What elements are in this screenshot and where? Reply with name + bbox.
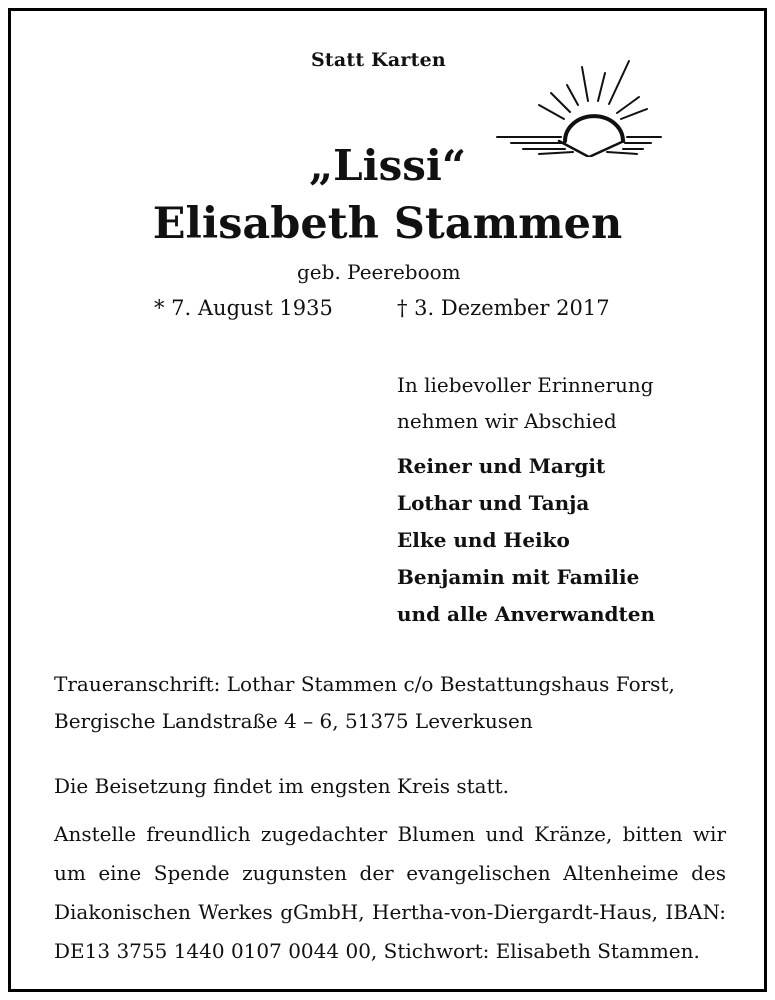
- death-date: † 3. Dezember 2017: [397, 296, 610, 320]
- obituary-notice: [8, 8, 767, 992]
- birth-date: * 7. August 1935: [154, 296, 333, 320]
- mourning-address: Traueranschrift: Lothar Stammen c/o Bestattungshaus Forst, Bergische Landstraße 4 – 6, 51375 Leverkusen: [54, 672, 675, 733]
- mourner-entry: Elke und Heiko: [397, 528, 570, 552]
- funeral-note: Die Beisetzung findet im engsten Kreis statt.: [54, 774, 510, 798]
- mourners-list: [397, 448, 655, 633]
- mourner-entry: Lothar und Tanja: [397, 491, 590, 515]
- donation-note: Anstelle freundlich zugedachter Blumen und Kränze, bitten wir um eine Spende zugunsten der evangelischen Altenheime des Diakonischen Werkes gGmbH, Hertha-von-Diergardt-Haus, IBAN: DE13 3755 1440 0107 0044 00, Stichwort: Elisabeth Stammen.: [54, 822, 726, 963]
- mourner-entry: und alle Anverwandten: [397, 602, 656, 626]
- mourner-entry: Reiner und Margit: [397, 454, 606, 478]
- mourner-entry: Benjamin mit Familie: [397, 565, 640, 589]
- full-name: Elisabeth Stammen: [152, 199, 623, 249]
- nickname: „Lissi“: [308, 141, 467, 190]
- maiden-name: geb. Peereboom: [297, 260, 461, 284]
- header-note: Statt Karten: [311, 49, 446, 71]
- memorial-text: In liebevoller Erinnerung nehmen wir Abschied: [397, 373, 654, 433]
